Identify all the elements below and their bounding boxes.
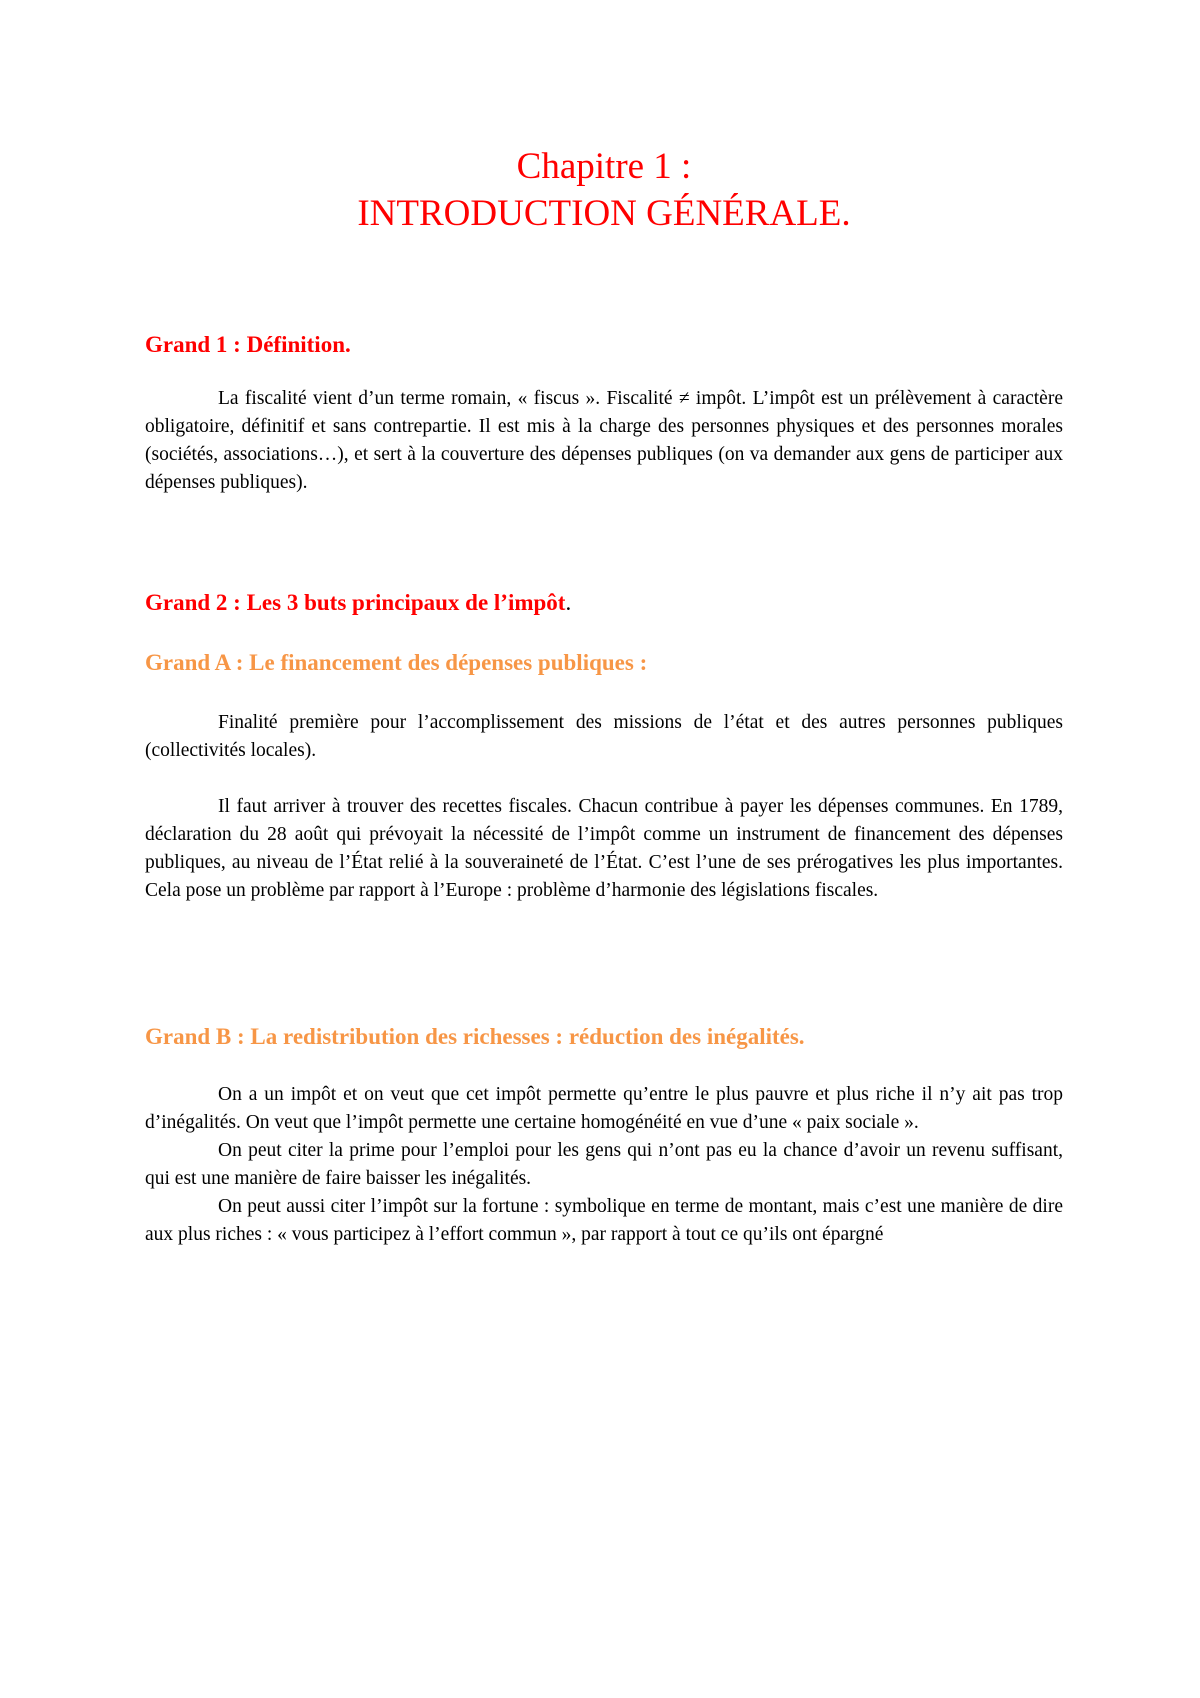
section-1-heading: Grand 1 : Définition. bbox=[145, 332, 351, 357]
chapter-name: INTRODUCTION GÉNÉRALE. bbox=[357, 193, 851, 234]
section-2-heading bbox=[145, 589, 1063, 617]
subsection-a-paragraph: Finalité première pour l’accomplissement des missions de l’état et des autres personnes publiques (collectivités locales). bbox=[145, 712, 1063, 761]
chapter-title bbox=[145, 143, 1063, 237]
subsection-b-heading: Grand B : La redistribution des richesses : réduction des inégalités. bbox=[145, 1024, 805, 1049]
subsection-b-paragraph: On peut citer la prime pour l’emploi pour les gens qui n’ont pas eu la chance d’avoir un revenu suffisant, qui est une manière de faire baisser les inégalités. bbox=[145, 1140, 1063, 1189]
subsection-a-heading: Grand A : Le financement des dépenses publiques : bbox=[145, 650, 648, 675]
subsection-b-paragraph: On peut aussi citer l’impôt sur la fortune : symbolique en terme de montant, mais c’est une manière de dire aux plus riches : « vous participez à l’effort commun », par rapport à tout ce qu’ils ont épargné bbox=[145, 1196, 1063, 1245]
section-2-heading-text: Grand 2 : Les 3 buts principaux de l’impôt bbox=[145, 590, 566, 615]
subsection-a-paragraph: Il faut arriver à trouver des recettes fiscales. Chacun contribue à payer les dépenses communes. En 1789, déclaration du 28 août qui prévoyait la nécessité de l’impôt comme un instrument de financement des dépenses publiques, au niveau de l’État relié à la souveraineté de l’État. C’est l’une de ses prérogatives les plus importantes. Cela pose un problème par rapport à l’Europe : problème d’harmonie des législations fiscales. bbox=[145, 796, 1063, 901]
document-content bbox=[145, 143, 1063, 1249]
chapter-number: Chapitre 1 : bbox=[516, 146, 692, 187]
section-1-paragraph: La fiscalité vient d’un terme romain, « fiscus ». Fiscalité ≠ impôt. L’impôt est un prélèvement à caractère obligatoire, définitif et sans contrepartie. Il est mis à la charge des personnes physiques et des personnes morales (sociétés, associations…), et sert à la couverture des dépenses publiques (on va demander aux gens de participer aux dépenses publiques). bbox=[145, 388, 1063, 493]
section-2-heading-suffix: . bbox=[565, 590, 572, 615]
subsection-b-paragraph: On a un impôt et on veut que cet impôt permette qu’entre le plus pauvre et plus riche il n’y ait pas trop d’inégalités. On veut que l’impôt permette une certaine homogénéité en vue d’une « paix sociale ». bbox=[145, 1084, 1063, 1133]
